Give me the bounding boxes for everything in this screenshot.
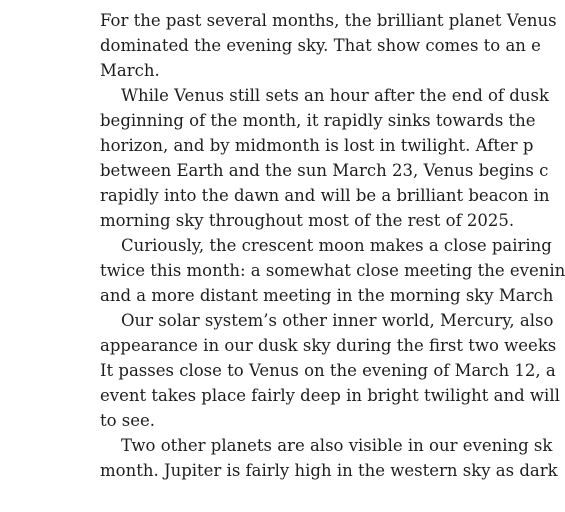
text-line: month. Jupiter is fairly high in the western sky as dark — [100, 461, 558, 480]
text-line: appearance in our dusk sky during the first two weeks — [100, 336, 557, 355]
text-line: dominated the evening sky. That show comes to an e — [100, 36, 541, 55]
article-body — [100, 8, 565, 483]
text-line: beginning of the month, it rapidly sinks towards the — [100, 111, 536, 130]
text-line: between Earth and the sun March 23, Venus begins c — [100, 161, 549, 180]
text-line: Two other planets are also visible in our evening sk — [121, 436, 553, 455]
text-line: horizon, and by midmonth is lost in twilight. After p — [100, 136, 534, 155]
text-line: Our solar system’s other inner world, Mercury, also — [121, 311, 554, 330]
paragraph — [100, 433, 558, 483]
text-line: For the past several months, the brilliant planet Venus — [100, 11, 557, 30]
text-line: twice this month: a somewhat close meeting the evenin — [100, 261, 565, 280]
text-line: rapidly into the dawn and will be a brilliant beacon in — [100, 186, 550, 205]
text-line: and a more distant meeting in the morning sky March — [100, 286, 554, 305]
paragraph — [100, 8, 557, 83]
paragraph — [100, 308, 560, 433]
text-line: to see. — [100, 411, 156, 430]
text-line: morning sky throughout most of the rest of 2025. — [100, 211, 515, 230]
paragraph — [100, 83, 550, 233]
text-line: Curiously, the crescent moon makes a close pairing — [121, 236, 552, 255]
text-line: It passes close to Venus on the evening of March 12, a — [100, 361, 556, 380]
text-line: While Venus still sets an hour after the end of dusk — [121, 86, 549, 105]
text-line: event takes place fairly deep in bright twilight and will — [100, 386, 560, 405]
text-line: March. — [100, 61, 160, 80]
paragraph — [100, 233, 565, 308]
